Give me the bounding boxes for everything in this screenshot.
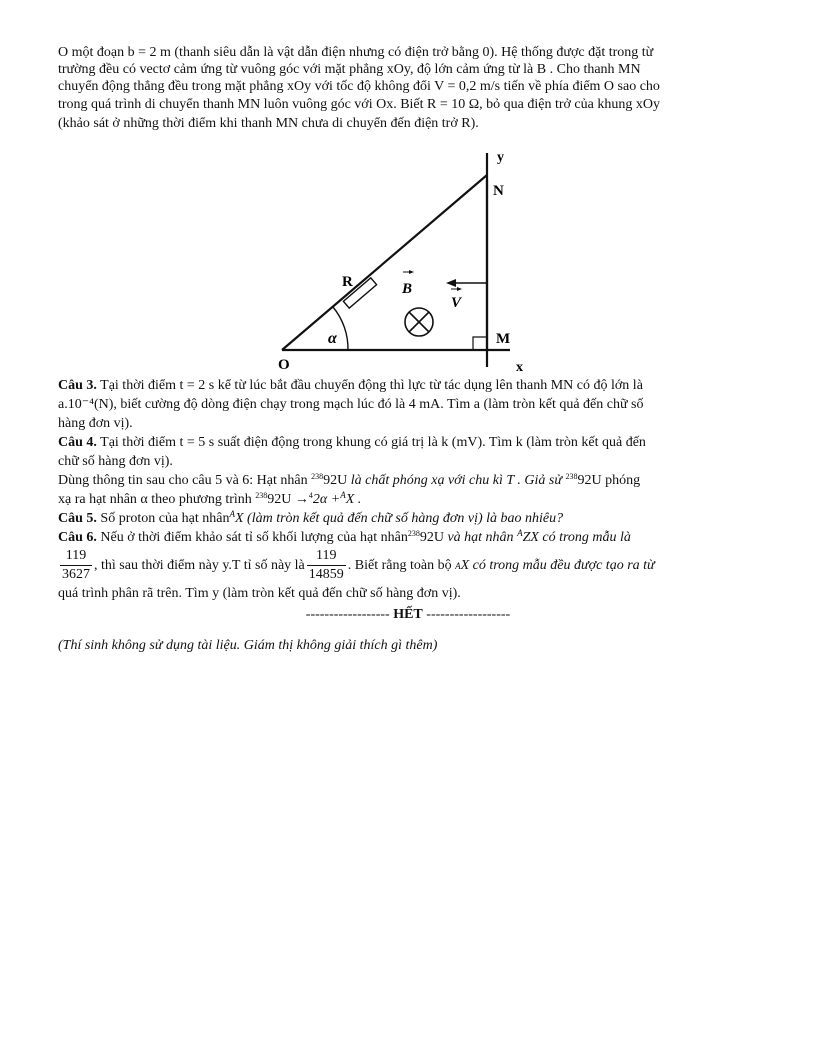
label-y: y: [497, 150, 504, 165]
q5-text-a: Số proton của hạt nhân: [100, 511, 230, 526]
q6-text-b: và hạt nhân: [447, 530, 514, 545]
q3-text-1: Tại thời điểm t = 2 s kể từ lúc bắt đầu chuyển động thì lực từ tác dụng lên thanh MN có độ lớn là: [100, 378, 643, 393]
ratio-2-num: 119: [307, 547, 346, 566]
equation-part-2: 2α +: [312, 492, 341, 507]
q6-tail-2: X có trong mẫu đều được tạo ra từ: [460, 557, 655, 573]
mass-number-3: 238: [255, 491, 268, 500]
circuit-figure: [270, 145, 540, 377]
q5-label: Câu 5.: [58, 511, 97, 526]
intro-line-3: chuyển động thẳng đều trong mặt phẳng xOy với tốc độ không đổi V = 0,2 m/s tiến về phía điểm O sao cho: [58, 79, 660, 94]
label-B: B: [402, 281, 413, 297]
q6-tail: . Biết rằng toàn bộ: [347, 557, 452, 573]
equation-part-1: 92U →: [267, 492, 309, 507]
q6-mid-text: , thì sau thời điểm này y.T tỉ số này là: [94, 557, 305, 573]
questions-block: [58, 376, 758, 655]
shared-text-b: là chất phóng xạ với chu kì T . Giả sử: [350, 473, 562, 488]
x-mass-q5: A: [229, 509, 235, 519]
shared-text-d: xạ ra hạt nhân α theo phương trình: [58, 492, 252, 507]
uranium-symbol: 92U: [323, 473, 348, 488]
label-R: R: [342, 274, 353, 290]
q6-line-1: [58, 528, 758, 547]
alpha-mass: 4: [308, 491, 313, 500]
label-M: M: [496, 331, 511, 347]
q5-line: [58, 509, 758, 528]
end-dashes-right: ------------------: [426, 607, 511, 622]
exam-page: [58, 44, 758, 133]
shared-text-a: Dùng thông tin sau cho câu 5 và 6: Hạt nhân: [58, 473, 308, 488]
intro-line-2: trường đều có vectơ cảm ứng từ vuông góc với mặt phẳng xOy, độ lớn cảm ứng từ là B . Cho thanh MN: [58, 62, 641, 77]
q6-line-2: $\frac{119}{3627}$ , thì sau thời điểm này y.T tỉ số này là $\frac{119}{14859}$ . Biết rằng toàn bộ A X có trong mẫu đều được tạo ra từ: [62, 548, 655, 582]
mass-number: 238: [311, 472, 324, 481]
q3-line-2: a.10⁻⁴(N), biết cường độ dòng điện chạy trong mạch lúc đó là 4 mA. Tìm a (làm tròn kết quả đến chữ số: [58, 397, 644, 412]
exam-note: (Thí sinh không sử dụng tài liệu. Giám thị không giải thích gì thêm): [58, 638, 438, 653]
q4-text-1: Tại thời điểm t = 5 s suất điện động trong khung có giá trị là k (mV). Tìm k (làm tròn kết quả đến: [100, 435, 646, 450]
label-alpha: α: [328, 330, 337, 347]
x-mass: A: [340, 490, 346, 500]
label-V: V: [451, 295, 462, 311]
end-marker: [58, 607, 758, 623]
rail-ON: [282, 175, 487, 350]
intro-line-1: O một đoạn b = 2 m (thanh siêu dẫn là vật dẫn điện nhưng có điện trở bằng 0). Hệ thống được đặt trong từ: [58, 45, 654, 60]
ratio-2: [307, 547, 346, 584]
shared-line-1: [58, 471, 758, 490]
q6-text-a: Nếu ở thời điểm khảo sát tỉ số khối lượng của hạt nhân: [100, 530, 408, 545]
equation-part-3: X .: [345, 492, 362, 507]
intro-line-4: trong quá trình di chuyển thanh MN luôn vuông góc với Ox. Biết R = 10 Ω, bỏ qua điện trở của khung xOy: [58, 97, 660, 112]
mass-number-2: 238: [565, 472, 578, 481]
q6-line-3: quá trình phân rã trên. Tìm y (làm tròn kết quả đến chữ số hàng đơn vị).: [58, 586, 461, 601]
label-O: O: [278, 357, 290, 373]
x-mass-q6: A: [517, 528, 523, 538]
intro-line-5: (khảo sát ở những thời điểm khi thanh MN chưa di chuyển đến điện trở R).: [58, 116, 479, 131]
q4-label: Câu 4.: [58, 435, 97, 450]
q4-line-2: chữ số hàng đơn vị).: [58, 454, 173, 469]
q5-text-b: X (làm tròn kết quả đến chữ số hàng đơn vị) là bao nhiêu?: [235, 511, 564, 526]
end-dashes-left: ------------------: [305, 607, 390, 622]
label-x: x: [516, 360, 523, 375]
q4-line-1: [58, 433, 758, 452]
q6-text-c: ZX có trong mẫu là: [522, 530, 631, 545]
q3-line-1: [58, 376, 758, 395]
mass-number-4: 238: [407, 529, 420, 538]
uranium-symbol-2: 92U: [577, 473, 602, 488]
shared-line-2: [58, 490, 758, 509]
q3-line-3: hàng đơn vị).: [58, 416, 133, 431]
q6-label: Câu 6.: [58, 530, 97, 545]
ratio-1-num: 119: [60, 547, 92, 566]
q3-label: Câu 3.: [58, 378, 97, 393]
shared-text-c: phóng: [605, 473, 641, 488]
right-angle-marker: [473, 337, 487, 350]
label-N: N: [493, 183, 504, 199]
end-word: HẾT: [393, 607, 423, 622]
uranium-symbol-4: 92U: [419, 530, 444, 545]
ratio-2-den: 14859: [308, 567, 344, 582]
ratio-1: [60, 547, 92, 584]
ratio-1-den: 3627: [62, 567, 90, 582]
